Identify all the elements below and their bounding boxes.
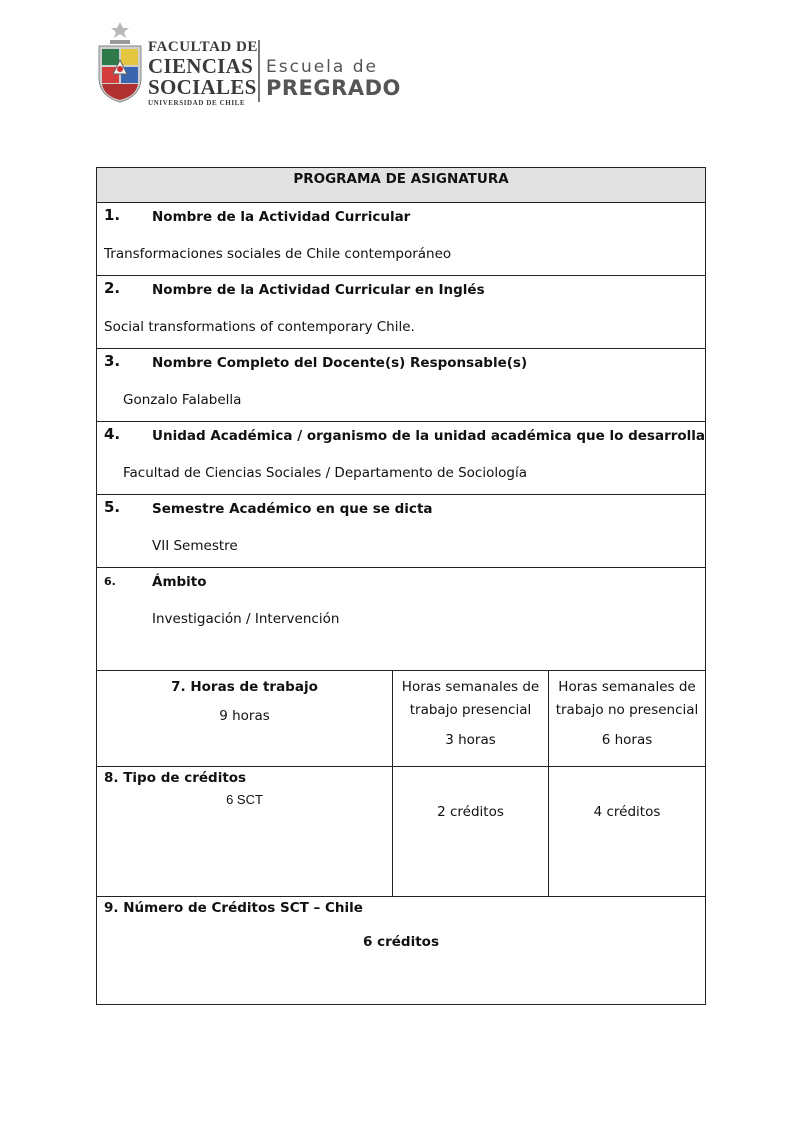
program-table	[96, 167, 706, 1005]
section-academic-unit	[97, 422, 706, 495]
presencial-credits-value: 2 créditos	[437, 804, 504, 820]
section-number: 5.	[104, 498, 121, 516]
no-presencial-credits-value: 4 créditos	[593, 804, 661, 820]
school-name-line2: PREGRADO	[266, 76, 401, 100]
table-title: PROGRAMA DE ASIGNATURA	[97, 168, 706, 203]
logo-divider	[258, 40, 260, 102]
no-presencial-hours-value: 6 horas	[601, 732, 653, 748]
section-title: Ámbito	[152, 574, 207, 590]
credit-type-label: 8. Tipo de créditos	[104, 770, 247, 786]
work-hours-total: 9 horas	[219, 708, 270, 724]
presencial-credits-cell	[393, 767, 549, 897]
section-value: VII Semestre	[152, 538, 238, 554]
section-teacher	[97, 349, 706, 422]
section-title: Unidad Académica / organismo de la unidad académica que lo desarrolla	[152, 428, 706, 444]
no-presencial-hours-label-1: Horas semanales de	[558, 679, 696, 695]
school-name-line1: Escuela de	[266, 57, 378, 77]
section-semester	[97, 495, 706, 568]
faculty-name-line2: CIENCIAS	[148, 54, 254, 78]
section-number: 2.	[104, 279, 121, 297]
faculty-name-line3: SOCIALES	[148, 75, 257, 99]
section-activity-name	[97, 203, 706, 276]
section-title: Nombre de la Actividad Curricular en Inglés	[152, 282, 485, 298]
section-number: 6.	[104, 575, 116, 588]
section-number: 4.	[104, 425, 121, 443]
no-presencial-hours-cell	[549, 671, 706, 767]
presencial-hours-label-2: trabajo presencial	[409, 702, 532, 718]
university-crest-icon	[96, 20, 144, 104]
presencial-hours-cell	[393, 671, 549, 767]
no-presencial-credits-cell	[549, 767, 706, 897]
section-scope	[97, 568, 706, 671]
section-value: Transformaciones sociales de Chile contemporáneo	[104, 246, 452, 262]
university-name: UNIVERSIDAD DE CHILE	[148, 99, 246, 107]
no-presencial-hours-label-2: trabajo no presencial	[555, 702, 699, 718]
section-value: Investigación / Intervención	[152, 611, 340, 627]
section-number: 1.	[104, 206, 121, 224]
section-activity-name-english	[97, 276, 706, 349]
credit-type-total: 6 SCT	[226, 792, 263, 807]
faculty-name-line1: FACULTAD DE	[148, 39, 258, 55]
section-value: Social transformations of contemporary Chile.	[104, 319, 415, 335]
work-hours-label: 7. Horas de trabajo	[171, 679, 318, 695]
faculty-logo	[96, 20, 416, 108]
section-value: Facultad de Ciencias Sociales / Departamento de Sociología	[123, 465, 527, 481]
section-number: 3.	[104, 352, 121, 370]
section-title: Semestre Académico en que se dicta	[152, 501, 433, 517]
section-title: Nombre de la Actividad Curricular	[152, 209, 411, 225]
credits-number-value: 6 créditos	[363, 934, 439, 950]
section-title: Nombre Completo del Docente(s) Responsable(s)	[152, 355, 528, 371]
presencial-hours-label-1: Horas semanales de	[401, 679, 540, 695]
presencial-hours-value: 3 horas	[445, 732, 496, 748]
credits-number-label: 9. Número de Créditos SCT – Chile	[104, 900, 363, 916]
section-value: Gonzalo Falabella	[123, 392, 242, 408]
credit-type-cell	[97, 767, 393, 897]
credits-number-cell	[97, 897, 706, 1005]
work-hours-cell	[97, 671, 393, 767]
